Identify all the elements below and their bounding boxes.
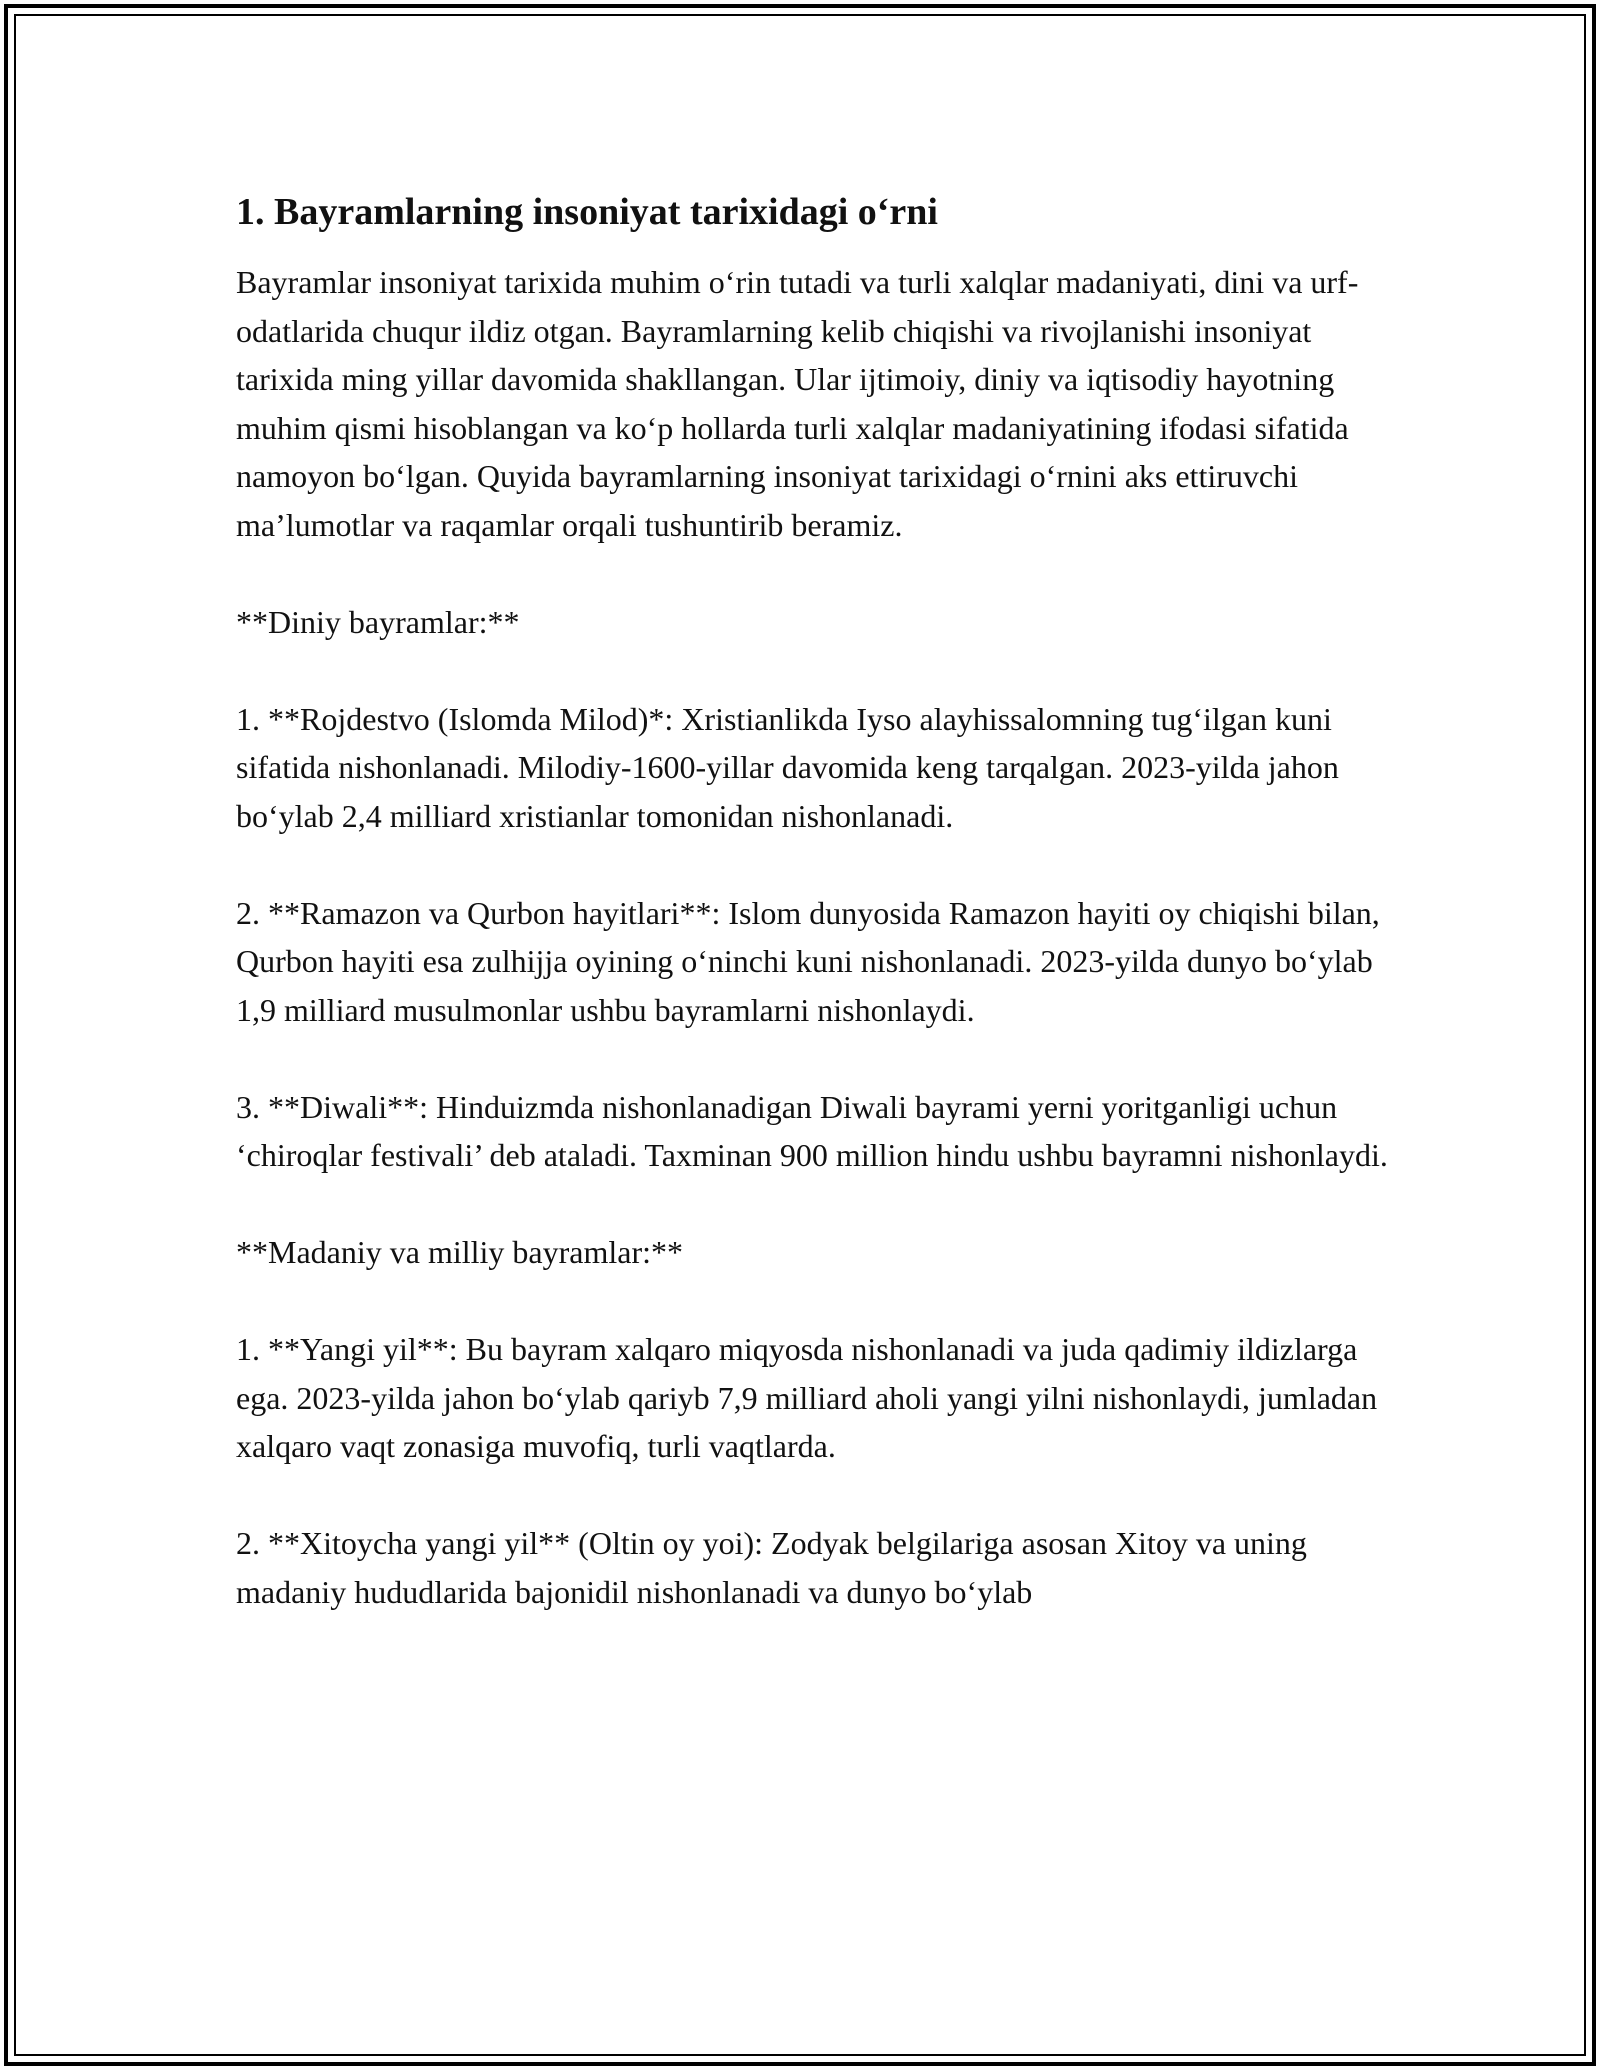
document-body [236,186,1396,1665]
list-item-chinese-new-year: 2. **Xitoycha yangi yil** (Oltin oy yoi): Zodyak belgilariga asosan Xitoy va uning madaniy hududlarida bajonidil nishonlanadi va dunyo bo‘ylab [236,1525,1307,1610]
religious-holidays-header: **Diniy bayramlar:** [236,603,520,640]
section-heading: 1. Bayramlarning insoniyat tarixidagi o‘rni [236,191,938,233]
list-item-new-year: 1. **Yangi yil**: Bu bayram xalqaro miqyosda nishonlanadi va juda qadimiy ildizlarga ega. 2023-yilda jahon bo‘ylab qariyb 7,9 milliard aholi yangi yilni nishonlaydi, jumladan xalqaro vaqt zonasiga muvofiq, turli vaqtlarda. [236,1331,1378,1464]
intro-paragraph: Bayramlar insoniyat tarixida muhim o‘rin tutadi va turli xalqlar madaniyati, dini va urf-odatlarida chuqur ildiz otgan. Bayramlarning kelib chiqishi va rivojlanishi insoniyat tarixida ming yillar davomida shakllangan. Ular ijtimoiy, diniy va iqtisodiy hayotning muhim qismi hisoblangan va ko‘p hollarda turli xalqlar madaniyatining ifodasi sifatida namoyon bo‘lgan. Quyida bayramlarning insoniyat tarixidagi o‘rnini aks ettiruvchi ma’lumotlar va raqamlar orqali tushuntirib beramiz. [236,264,1359,543]
list-item-christmas: 1. **Rojdestvo (Islomda Milod)*: Xristianlikda Iyso alayhissalomning tug‘ilgan kuni sifatida nishonlanadi. Milodiy-1600-yillar davomida keng tarqalgan. 2023-yilda jahon bo‘ylab 2,4 milliard xristianlar tomonidan nishonlanadi. [236,700,1339,834]
cultural-holidays-header: **Madaniy va milliy bayramlar:** [236,1234,683,1270]
list-item-eid: 2. **Ramazon va Qurbon hayitlari**: Islom dunyosida Ramazon hayiti oy chiqishi bilan, Qurbon hayiti esa zulhijja oyining o‘ninchi kuni nishonlanadi. 2023-yilda dunyo bo‘ylab 1,9 milliard musulmonlar ushbu bayramlarni nishonlaydi. [236,894,1380,1028]
list-item-diwali: 3. **Diwali**: Hinduizmda nishonlanadigan Diwali bayrami yerni yoritganligi uchun ‘chiroqlar festivali’ deb ataladi. Taxminan 900 million hindu ushbu bayramni nishonlaydi. [236,1088,1388,1173]
